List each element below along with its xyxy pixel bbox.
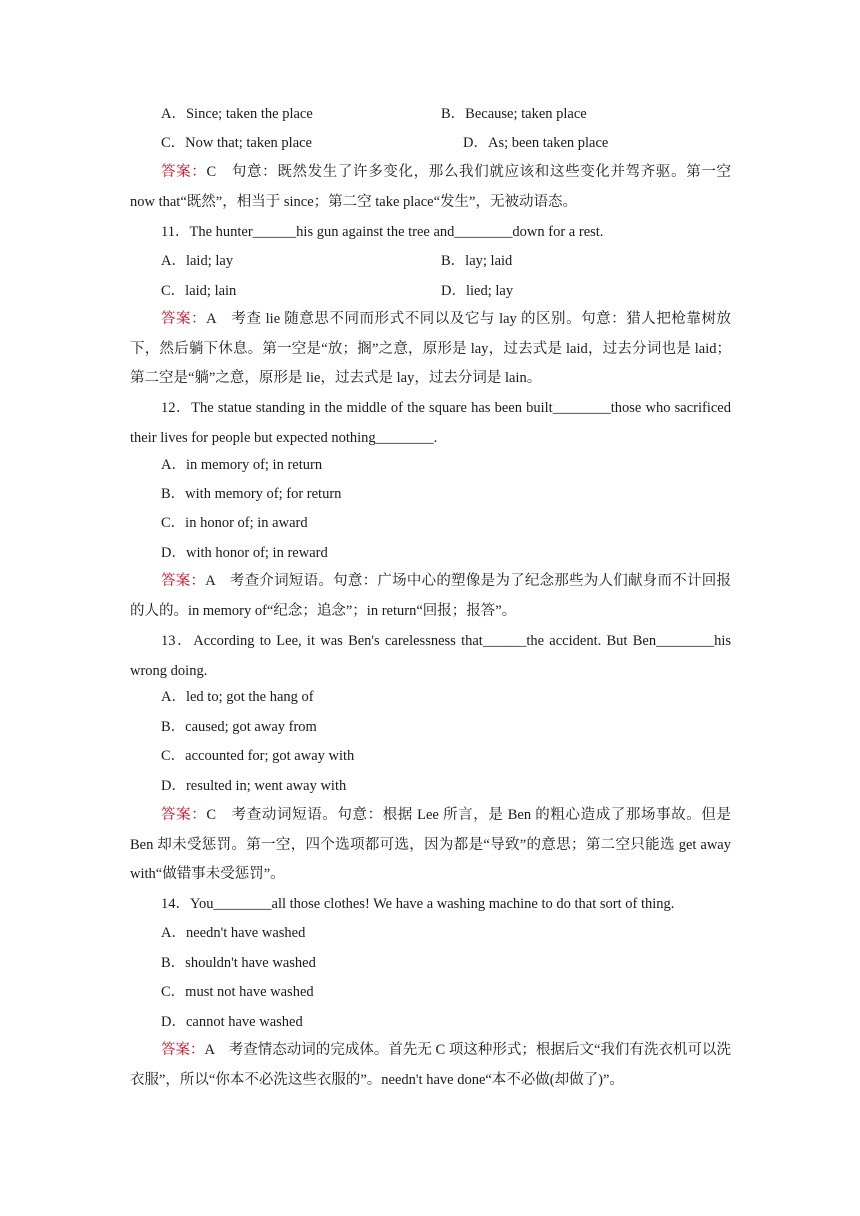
- q12-option-b: B．with memory of; for return: [161, 486, 342, 502]
- q11-option-b: B．lay; laid: [441, 253, 513, 269]
- q11-option-c: C．laid; lain: [161, 283, 237, 299]
- q10-answer: [130, 158, 731, 217]
- q13-answer: [130, 801, 731, 890]
- q13-option-b: B．caused; got away from: [161, 719, 317, 735]
- answer-label: 答案：: [161, 164, 207, 180]
- q10-option-c: C．Now that; taken place: [161, 135, 312, 151]
- answer-label: 答案：: [161, 573, 206, 589]
- answer-explanation: C 考查动词短语。句意：根据 Lee 所言，是 Ben 的粗心造成了那场事故。但是 Ben 却未受惩罚。第一空，四个选项都可选，因为都是“导致”的意思；第二空只能选 get away with“做错事未受惩罚”。: [130, 807, 731, 882]
- q11-option-a: A．laid; lay: [161, 253, 234, 269]
- q14-option-b: B．shouldn't have washed: [161, 955, 316, 971]
- q12-stem: 12．The statue standing in the middle of the square has been built________those who sacrificed their lives for people but expected nothing________.: [130, 400, 731, 446]
- answer-explanation: A 考查 lie 随意思不同而形式不同以及它与 lay 的区别。句意：猎人把枪靠树放下，然后躺下休息。第一空是“放；搁”之意，原形是 lay，过去式是 laid，过去分词也是 laid；第二空是“躺”之意，原形是 lie，过去式是 lay，过去分词是 lain。: [130, 311, 731, 386]
- q14-option-a: A．needn't have washed: [161, 925, 306, 941]
- answer-explanation: A 考查情态动词的完成体。首先无 C 项这种形式；根据后文“我们有洗衣机可以洗衣服”，所以“你本不必洗这些衣服的”。needn't have done“本不必做(却做了)”。: [130, 1042, 732, 1088]
- answer-label: 答案：: [161, 311, 207, 327]
- q13-option-a: A．led to; got the hang of: [161, 689, 314, 705]
- q14-option-c: C．must not have washed: [161, 984, 314, 1000]
- q11-option-d: D．lied; lay: [441, 283, 514, 299]
- answer-label: 答案：: [161, 1042, 205, 1058]
- q13-stem: 13．According to Lee, it was Ben's carelessness that______the accident. But Ben________his wrong doing.: [130, 633, 731, 679]
- q14-option-d: D．cannot have washed: [161, 1014, 303, 1030]
- q11-answer: [130, 305, 731, 394]
- q14-answer: [130, 1036, 731, 1095]
- answer-explanation: A 考查介词短语。句意：广场中心的塑像是为了纪念那些为人们献身而不计回报的人的。in memory of“纪念；追念”；in return“回报；报答”。: [130, 573, 732, 619]
- q10-option-a: A．Since; taken the place: [161, 106, 313, 122]
- answer-label: 答案：: [161, 807, 207, 823]
- q14-stem: 14．You________all those clothes! We have a washing machine to do that sort of thing.: [161, 896, 675, 912]
- q10-option-d: D．As; been taken place: [463, 135, 609, 151]
- q13-option-d: D．resulted in; went away with: [161, 778, 347, 794]
- q12-answer: [130, 567, 731, 626]
- q11-stem: 11．The hunter______his gun against the tree and________down for a rest.: [161, 224, 604, 240]
- q13-option-c: C．accounted for; got away with: [161, 748, 355, 764]
- answer-explanation: C 句意：既然发生了许多变化，那么我们就应该和这些变化并驾齐驱。第一空now that“既然”，相当于 since；第二空 take place“发生”，无被动语态。: [130, 164, 732, 210]
- q12-option-d: D．with honor of; in reward: [161, 545, 328, 561]
- q10-option-b: B．Because; taken place: [441, 106, 587, 122]
- q12-option-a: A．in memory of; in return: [161, 457, 323, 473]
- q12-option-c: C．in honor of; in award: [161, 515, 308, 531]
